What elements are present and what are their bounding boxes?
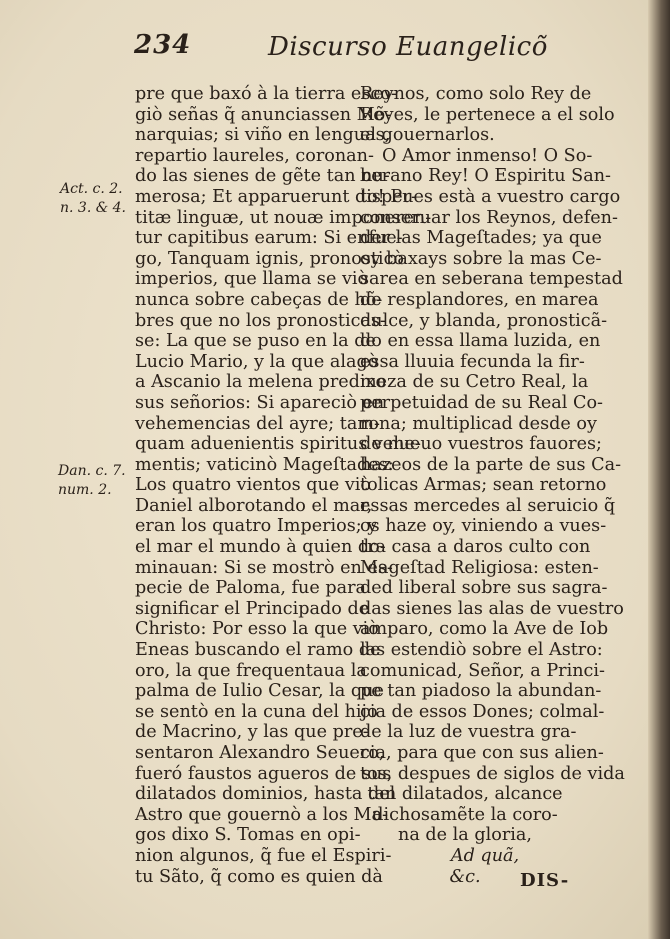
text-line: O Amor inmenso! O So- — [382, 145, 593, 166]
marginal-note-acts — [60, 180, 126, 218]
text-line: significar el Principado de — [135, 598, 370, 619]
text-line: giò señas q̃ anunciassen Mõ- — [135, 104, 392, 125]
text-line: oy baxays sobre la mas Ce- — [360, 248, 602, 269]
catchword: DIS- — [520, 870, 570, 891]
text-line: oro, la que frequentaua la — [135, 660, 367, 681]
text-line: &c. — [449, 866, 481, 887]
text-line: Lucio Mario, y la que alagò — [135, 351, 379, 372]
text-line: essa lluuia fecunda la fir- — [360, 351, 585, 372]
text-line: comunicad, Señor, a Princi- — [360, 660, 605, 681]
text-line: perpetuidad de su Real Co- — [360, 392, 603, 413]
text-line: Reyes, le pertenece a el solo — [360, 104, 615, 125]
book-spine — [648, 0, 670, 939]
text-line: dilatados dominios, hasta del — [135, 784, 396, 805]
right-text-column — [360, 84, 625, 887]
text-line: dichosamẽte la coro- — [372, 804, 558, 825]
text-line: Ad quã, — [450, 845, 520, 866]
text-line: el gouernarlos. — [360, 125, 495, 146]
text-line: nunca sobre cabeças de hõ- — [135, 289, 383, 310]
text-line: berano Rey! O Espiritu San- — [360, 166, 611, 187]
text-line: las estendiò sobre el Astro: — [360, 640, 603, 661]
text-line: fueró faustos agueros de sus — [135, 763, 392, 784]
text-line: titæ linguæ, ut nouæ imponeren- — [135, 207, 432, 228]
text-line: amparo, como la Ave de Iob — [360, 619, 609, 640]
text-line: quam aduenientis spiritus vehe- — [135, 434, 421, 455]
text-line: bres que no los pronosticas- — [135, 310, 386, 331]
marginal-note-line: Act. c. 2. — [60, 181, 123, 197]
text-line: meza de su Cetro Real, la — [360, 372, 589, 393]
text-line: Reynos, como solo Rey de — [360, 84, 592, 104]
text-line: dulce, y blanda, pronosticã- — [360, 310, 608, 331]
text-line: pecie de Paloma, fue para — [135, 578, 367, 599]
text-line: Los quatro vientos que viò — [135, 475, 371, 496]
text-line: do las sienes de gẽte tan nu- — [135, 166, 390, 187]
text-line: gos dixo S. Tomas en opi- — [135, 825, 361, 846]
text-line: de la luz de vuestra gra- — [360, 722, 577, 743]
text-line: narquias; si viño en lenguas, — [135, 125, 391, 146]
text-line: Eneas buscando el ramo de — [135, 640, 381, 661]
text-line: to! Pues està a vuestro cargo — [360, 186, 621, 207]
text-line: se sentò en la cuna del hijo — [135, 701, 378, 722]
text-line: na de la gloria, — [398, 825, 532, 846]
text-line: Daniel alborotando el mar, — [135, 495, 373, 516]
text-line: eran los quatro Imperios; y — [135, 516, 378, 537]
text-line: os haze oy, viniendo a vues- — [360, 516, 607, 537]
text-line: mentis; vaticinò Mageſtades: — [135, 454, 394, 475]
text-line: pre que baxó à la tierra esco- — [135, 84, 397, 104]
text-line: minauan: Si se mostrò en es- — [135, 557, 393, 578]
text-line: do en essa llama luzida, en — [360, 331, 601, 352]
text-line: Astro que gouernò a los Ma- — [135, 804, 388, 825]
text-line: repartio laureles, coronan- — [135, 145, 374, 166]
text-line: der las Mageſtades; ya que — [360, 228, 602, 249]
text-line: cia de essos Dones; colmal- — [360, 701, 605, 722]
text-line: hazeos de la parte de sus Ca- — [360, 454, 622, 475]
text-line: de nueuo vuestros fauores; — [360, 434, 602, 455]
marginal-note-line: n. 3. & 4. — [60, 200, 126, 216]
text-line: de resplandores, en marea — [360, 289, 599, 310]
text-line: tur capitibus earum: Si enfue- — [135, 228, 403, 249]
text-line: tan dilatados, alcance — [367, 784, 563, 805]
text-line: vehemencias del ayre; tam- — [135, 413, 380, 434]
text-line: Christo: Por esso la que viò — [135, 619, 379, 640]
running-head: Discurso Euangelicõ — [268, 32, 548, 62]
text-line: de Macrino, y las que pre- — [135, 722, 369, 743]
text-line: essas mercedes al seruicio q̃ — [360, 495, 616, 516]
text-line: sus señorios: Si apareciò en — [135, 392, 385, 413]
text-line: se: La que se puso en la de — [135, 331, 376, 352]
text-line: sarea en seberana tempestad — [360, 269, 623, 290]
text-line: tos, despues de siglos de vida — [360, 763, 625, 784]
text-line: tu Sãto, q̃ como es quien dà — [135, 866, 383, 887]
text-line: el mar el mundo à quien do- — [135, 537, 386, 558]
marginal-note-line: Dan. c. 7. — [58, 463, 126, 479]
text-line: ded liberal sobre sus sagra- — [360, 578, 608, 599]
marginal-note-daniel — [58, 462, 126, 500]
text-line: das sienes las alas de vuestro — [360, 598, 624, 619]
text-line: Mageſtad Religiosa: esten- — [360, 557, 599, 578]
text-line: sentaron Alexandro Seuero, — [135, 743, 385, 763]
text-line: imperios, que llama se viò — [135, 269, 369, 290]
text-line: tra casa a daros culto con — [360, 537, 591, 558]
text-line: go, Tanquam ignis, pronosticò — [135, 248, 405, 269]
text-line: nion algunos, q̃ fue el Espiri- — [135, 845, 392, 866]
text-line: cia, para que con sus alien- — [360, 743, 604, 763]
text-line: tolicas Armas; sean retorno — [360, 475, 607, 496]
text-line: palma de Iulio Cesar, la que — [135, 681, 384, 702]
text-line: a Ascanio la melena predixo — [135, 372, 387, 393]
marginal-note-line: num. 2. — [58, 482, 112, 498]
text-line: merosa; Et apparuerunt disper- — [135, 186, 417, 207]
page-number: 234 — [134, 30, 192, 60]
text-line: pe tan piadoso la abundan- — [360, 681, 602, 702]
text-line: rona; multiplicad desde oy — [360, 413, 597, 434]
text-line: conseruar los Reynos, defen- — [360, 207, 618, 228]
